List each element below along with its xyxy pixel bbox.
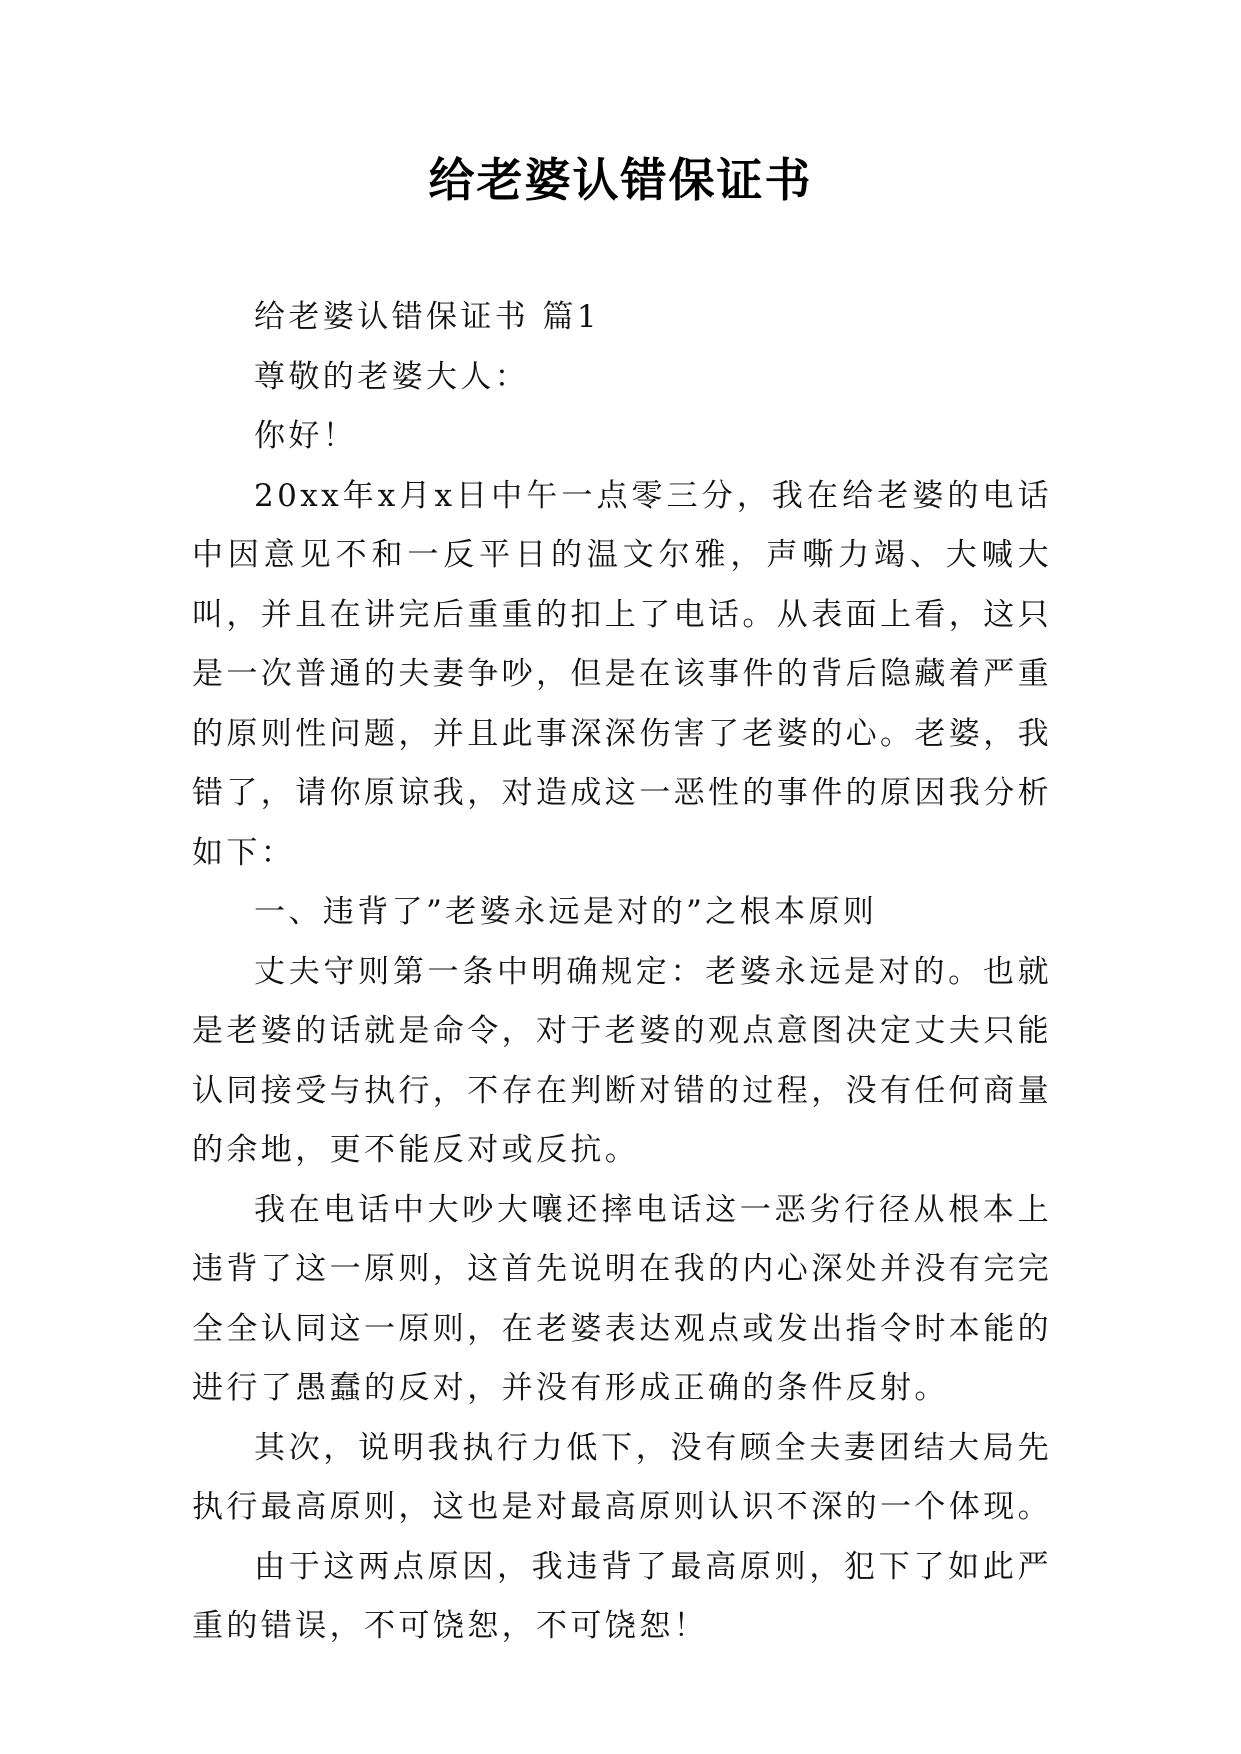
paragraph: 丈夫守则第一条中明确规定：老婆永远是对的。也就是老婆的话就是命令，对于老婆的观点意图决定丈夫只能认同接受与执行，不存在判断对错的过程，没有任何商量的余地，更不能反对或反抗。	[192, 953, 1052, 1168]
point-heading: 一、违背了”老婆永远是对的”之根本原则	[254, 894, 878, 930]
document-title: 给老婆认错保证书	[428, 153, 813, 207]
document-body	[192, 288, 1052, 1657]
paragraph: 其次，说明我执行力低下，没有顾全夫妻团结大局先执行最高原则，这也是对最高原则认识不深的一个体现。	[192, 1429, 1052, 1525]
greeting: 你好！	[254, 418, 358, 454]
paragraph: 20xx年x月x日中午一点零三分，我在给老婆的电话中因意见不和一反平日的温文尔雅，声嘶力竭、大喊大叫，并且在讲完后重重的扣上了电话。从表面上看，这只是一次普通的夫妻争吵，但是在该事件的背后隐藏着严重的原则性问题，并且此事深深伤害了老婆的心。老婆，我错了，请你原谅我，对造成这一恶性的事件的原因我分析如下：	[192, 477, 1052, 871]
paragraph: 由于这两点原因，我违背了最高原则，犯下了如此严重的错误，不可饶恕，不可饶恕！	[192, 1548, 1052, 1644]
salutation: 尊敬的老婆大人：	[254, 358, 530, 395]
paragraph: 我在电话中大吵大嚷还摔电话这一恶劣行径从根本上违背了这一原则，这首先说明在我的内心深处并没有完完全全认同这一原则，在老婆表达观点或发出指令时本能的进行了愚蠢的反对，并没有形成正确的条件反射。	[192, 1191, 1052, 1406]
section-heading: 给老婆认错保证书 篇1	[254, 299, 600, 335]
